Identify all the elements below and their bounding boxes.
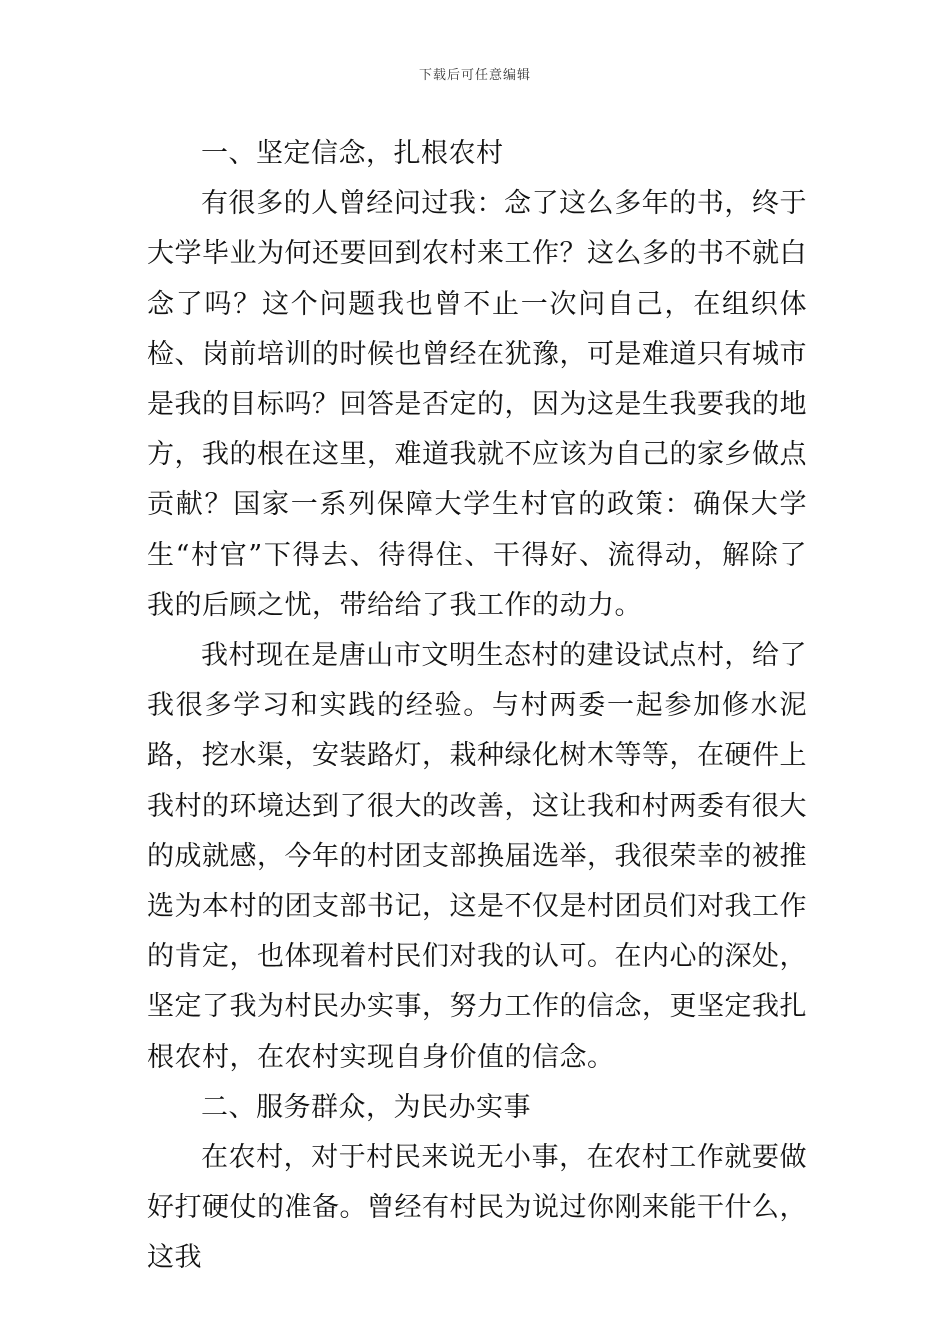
document-body [147, 129, 807, 1284]
section-heading-2: 二、服务群众，为民办实事 [201, 1091, 531, 1123]
body-paragraph: 在农村，对于村民来说无小事，在农村工作就要做好打硬仗的准备。曾经有村民为说过你刚来能干什么，这我 [147, 1142, 807, 1274]
page-header-note: 下载后可任意编辑 [418, 68, 531, 83]
body-paragraph: 有很多的人曾经问过我：念了这么多年的书，终于大学毕业为何还要回到农村来工作？这么多的书不就白念了吗？这个问题我也曾不止一次问自己，在组织体检、岗前培训的时候也曾经在犹豫，可是难道只有城市是我的目标吗？回答是否定的，因为这是生我要我的地方，我的根在这里，难道我就不应该为自己的家乡做点贡献？国家一系列保障大学生村官的政策：确保大学生“村官”下得去、待得住、干得好、流得动，解除了我的后顾之忧，带给给了我工作的动力。 [147, 188, 807, 621]
section-heading-1: 一、坚定信念，扎根农村 [201, 138, 504, 169]
body-paragraph: 我村现在是唐山市文明生态村的建设试点村，给了我很多学习和实践的经验。与村两委一起参加修水泥路，挖水渠，安装路灯，栽种绿化树木等等，在硬件上我村的环境达到了很大的改善，这让我和村两委有很大的成就感，今年的村团支部换届选举，我很荣幸的被推选为本村的团支部书记，这是不仅是村团员们对我工作的肯定，也体现着村民们对我的认可。在内心的深处，坚定了我为村民办实事，努力工作的信念，更坚定我扎根农村，在农村实现自身价值的信念。 [147, 640, 807, 1073]
